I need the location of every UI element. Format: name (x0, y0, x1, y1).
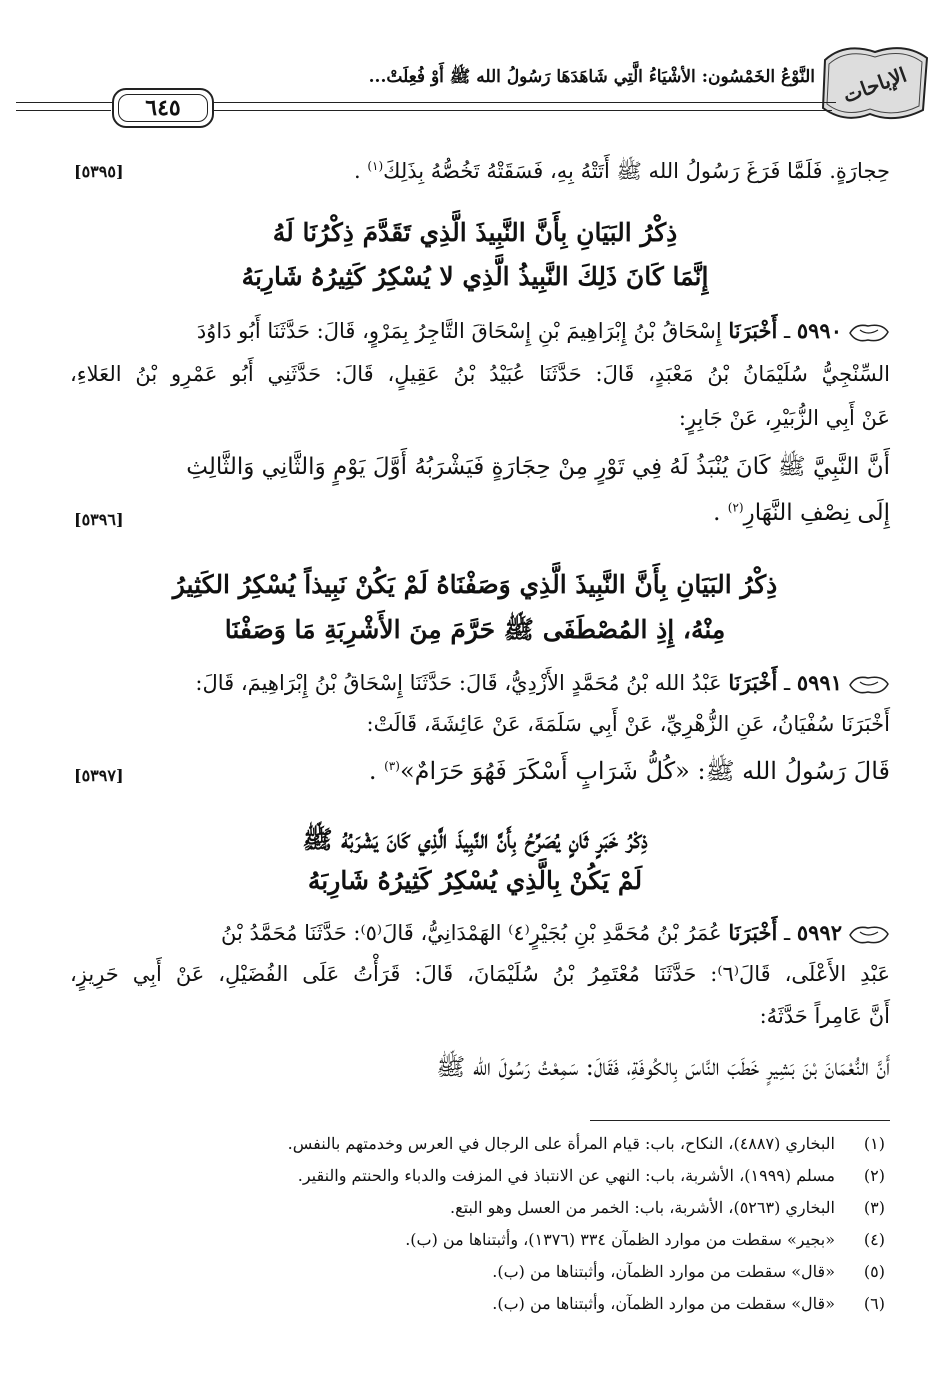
footnote (180, 1230, 885, 1249)
hadith-ref: [٥٣٩٥] (74, 162, 124, 181)
isnad-line: عَنْ أَبِي الزُّبَيْرِ، عَنْ جَابِرٍ: (678, 406, 890, 430)
hadith-number: ٥٩٩٠ (796, 318, 842, 343)
footnote-number: (٢) (863, 1166, 885, 1185)
isnad-line: عَبْدِ الأَعْلَى، قَالَ⁽٦⁾: حَدَّثَنَا مُعْتَمِرُ بْنُ سُلَيْمَانَ، قَالَ: قَرَأْتُ عَلَى الفُضَيْلِ، عَنْ أَبِي حَرِيزٍ، (70, 962, 890, 986)
footnote-number: (٥) (863, 1262, 885, 1281)
footnote-text: مسلم (١٩٩٩)، الأشربة، باب: النهي عن الانتباذ في المزفت والدباء والحنتم والنقير. (297, 1166, 835, 1185)
isnad-line: ٥٩٩٠ ـ أَخْبَرَنَا إِسْحَاقُ بْنُ إِبْرَاهِيمَ بْنِ إِسْحَاقَ التَّاجِرُ بِمَرْوٍ، قَالَ: حَدَّثَنَا أَبُو دَاوُدَ (70, 318, 890, 344)
footnote (180, 1294, 885, 1313)
matn-line: إِلَى نِصْفِ النَّهَارِ$^{(٢)}$ . (713, 500, 890, 526)
matn-line: قَالَ رَسُولُ الله ﷺ: «كُلُّ شَرَابٍ أَسْكَرَ فَهُوَ حَرَامٌ»$^{(٣)}$ . (368, 757, 890, 785)
footnote-number: (٤) (863, 1230, 885, 1249)
footnote-text: «قال» سقطت من موارد الظمآن، وأثبتناها من (ب). (492, 1294, 835, 1313)
hadith-badge-icon (848, 674, 890, 696)
header-rule (16, 110, 111, 111)
page-number-text: ٦٤٥ (145, 95, 181, 121)
section-title: مِنْهُ، إِذِ المُصْطَفَى ﷺ حَرَّمَ مِنَ الأَشْرِبَةِ مَا وَصَفْنَا (224, 615, 726, 644)
section-title: ذِكْرُ خَبَرٍ ثَانٍ يُصَرِّحُ بِأَنَّ النَّبِيذَ الَّذِي كَانَ يَشْرَبُهُ ﷺ (302, 825, 648, 854)
akhbarana: أَخْبَرَنَا (728, 318, 778, 343)
hadith-ref: [٥٣٩٦] (74, 510, 124, 529)
emblem-text: الإباحات (839, 62, 910, 108)
text-line: حِجارَةٍ. فَلَمَّا فَرَغَ رَسُولُ الله ﷺ أَتَتْهُ بِهِ، فَسَقَتْهُ تَخُصُّهُ بِذَلِكَ$^{(١)}$ . (353, 159, 890, 183)
matn-line: أَنَّ النَّبِيَّ ﷺ كَانَ يُنْبَذُ لَهُ فِي تَوْرٍ مِنْ حِجَارَةٍ فَيَشْرَبُهُ أَوَّلَ يَوْمٍ وَالثَّانِي وَالثَّالِثِ (186, 454, 890, 480)
footnote (180, 1262, 885, 1281)
footnote-rule (590, 1120, 890, 1121)
header-rule (212, 110, 832, 111)
isnad-line: ٥٩٩٢ ـ أَخْبَرَنَا عُمَرُ بْنُ مُحَمَّدِ بْنِ بُجَيْرٍ⁽٤⁾ الهَمْدَانِيُّ، قَالَ⁽٥⁾: حَدَّثَنَا مُحَمَّدُ بْنُ (70, 920, 890, 946)
footnote-number: (٣) (863, 1198, 885, 1217)
footnote (180, 1166, 885, 1185)
section-title: ذِكْرُ البَيَانِ بِأَنَّ النَّبِيذَ الَّذِي وَصَفْنَاهُ لَمْ يَكُنْ نَبِيذاً يُسْكِرُ الكَثِيرُ (172, 570, 778, 599)
page-number (112, 88, 214, 128)
running-title: النَّوْعُ الخَمْسُون: الأشْيَاءُ الَّتِي شَاهَدَهَا رَسُولُ الله ﷺ أَوْ فُعِلَتْ... (368, 67, 815, 87)
isnad-line: السِّنْجِيُّ سُلَيْمَانُ بْنُ مَعْبَدٍ، قَالَ: حَدَّثَنَا عُبَيْدُ بْنُ عَقِيلٍ، قَالَ: حَدَّثَنِي أَبُو عَمْرِو بْنُ العَلاءِ، (70, 362, 890, 386)
isnad-line: أَخْبَرَنَا سُفْيَانُ، عَنِ الزُّهْرِيِّ، عَنْ أَبِي سَلَمَةَ، عَنْ عَائِشَةَ، قَالَتْ: (366, 712, 890, 736)
footnote-text: البخاري (٥٢٦٣)، الأشربة، باب: الخمر من العسل وهو البتع. (449, 1198, 835, 1217)
footnote-number: (١) (863, 1134, 885, 1153)
matn-text: إِلَى نِصْفِ النَّهَارِ (743, 500, 890, 526)
footnote (180, 1134, 885, 1153)
footnote-number: (٦) (863, 1294, 885, 1313)
footnote-mark: (٣) (384, 759, 400, 773)
footnote-text: البخاري (٤٨٨٧)، النكاح، باب: قيام المرأة على الرجال في العرس وخدمتهم بالنفس. (287, 1134, 835, 1153)
footnote-mark: (١) (367, 159, 384, 173)
isnad-text: عُمَرُ بْنُ مُحَمَّدِ بْنِ بُجَيْرٍ⁽٤⁾ الهَمْدَانِيُّ، قَالَ⁽٥⁾: حَدَّثَنَا مُحَمَّدُ بْنُ (220, 921, 722, 945)
book-emblem (815, 40, 935, 126)
akhbarana: أَخْبَرَنَا (728, 670, 778, 695)
line-text: حِجارَةٍ. فَلَمَّا فَرَغَ رَسُولُ الله ﷺ أَتَتْهُ بِهِ، فَسَقَتْهُ تَخُصُّهُ بِذَلِكَ (383, 159, 890, 183)
hadith-number: ٥٩٩١ (796, 670, 842, 695)
matn-line: أَنَّ النُّعْمَانَ بْنَ بَشِيرٍ خَطَبَ النَّاسَ بِالكُوفَةِ، فَقَالَ: سَمِعْتُ رَسُولَ الله ﷺ (436, 1053, 890, 1081)
hadith-badge-icon (848, 322, 890, 344)
footnote-text: «بجير» سقطت من موارد الظمآن ٣٣٤ (١٣٧٦)، وأثبتناها من (ب). (405, 1230, 835, 1249)
footnote-mark: (٢) (727, 500, 744, 515)
hadith-badge-icon (848, 924, 890, 946)
section-title: ذِكْرُ البَيَانِ بِأَنَّ النَّبِيذَ الَّذِي تَقَدَّمَ ذِكْرُنَا لَهُ (272, 218, 678, 247)
isnad-line: ٥٩٩١ ـ أَخْبَرَنَا عَبْدُ الله بْنُ مُحَمَّدٍ الأَزْدِيُّ، قَالَ: حَدَّثَنَا إِسْحَاقُ بْنُ إِبْرَاهِيمَ، قَالَ: (70, 670, 890, 696)
akhbarana: أَخْبَرَنَا (728, 920, 778, 945)
hadith-ref: [٥٣٩٧] (74, 766, 124, 785)
hadith-number: ٥٩٩٢ (796, 920, 842, 945)
section-title: لَمْ يَكُنْ بِالَّذِي يُسْكِرُ كَثِيرُهُ شَارِبَهُ (307, 866, 643, 895)
isnad-text: عَبْدُ الله بْنُ مُحَمَّدٍ الأَزْدِيُّ، قَالَ: حَدَّثَنَا إِسْحَاقُ بْنُ إِبْرَاهِيمَ، قَالَ: (195, 671, 722, 695)
section-title: إِنَّمَا كَانَ ذَلِكَ النَّبِيذُ الَّذِي لا يُسْكِرُ كَثِيرُهُ شَارِبَهُ (241, 262, 709, 291)
matn-text: قَالَ رَسُولُ الله ﷺ: «كُلُّ شَرَابٍ أَسْكَرَ فَهُوَ حَرَامٌ» (399, 757, 890, 785)
footnote-text: «قال» سقطت من موارد الظمآن، وأثبتناها من (ب). (492, 1262, 835, 1281)
footnote (180, 1198, 885, 1217)
isnad-line: أَنَّ عَامِراً حَدَّثَهُ: (759, 1004, 890, 1028)
isnad-text: إِسْحَاقُ بْنُ إِبْرَاهِيمَ بْنِ إِسْحَاقَ التَّاجِرُ بِمَرْوٍ، قَالَ: حَدَّثَنَا أَبُو دَاوُدَ (196, 319, 722, 343)
